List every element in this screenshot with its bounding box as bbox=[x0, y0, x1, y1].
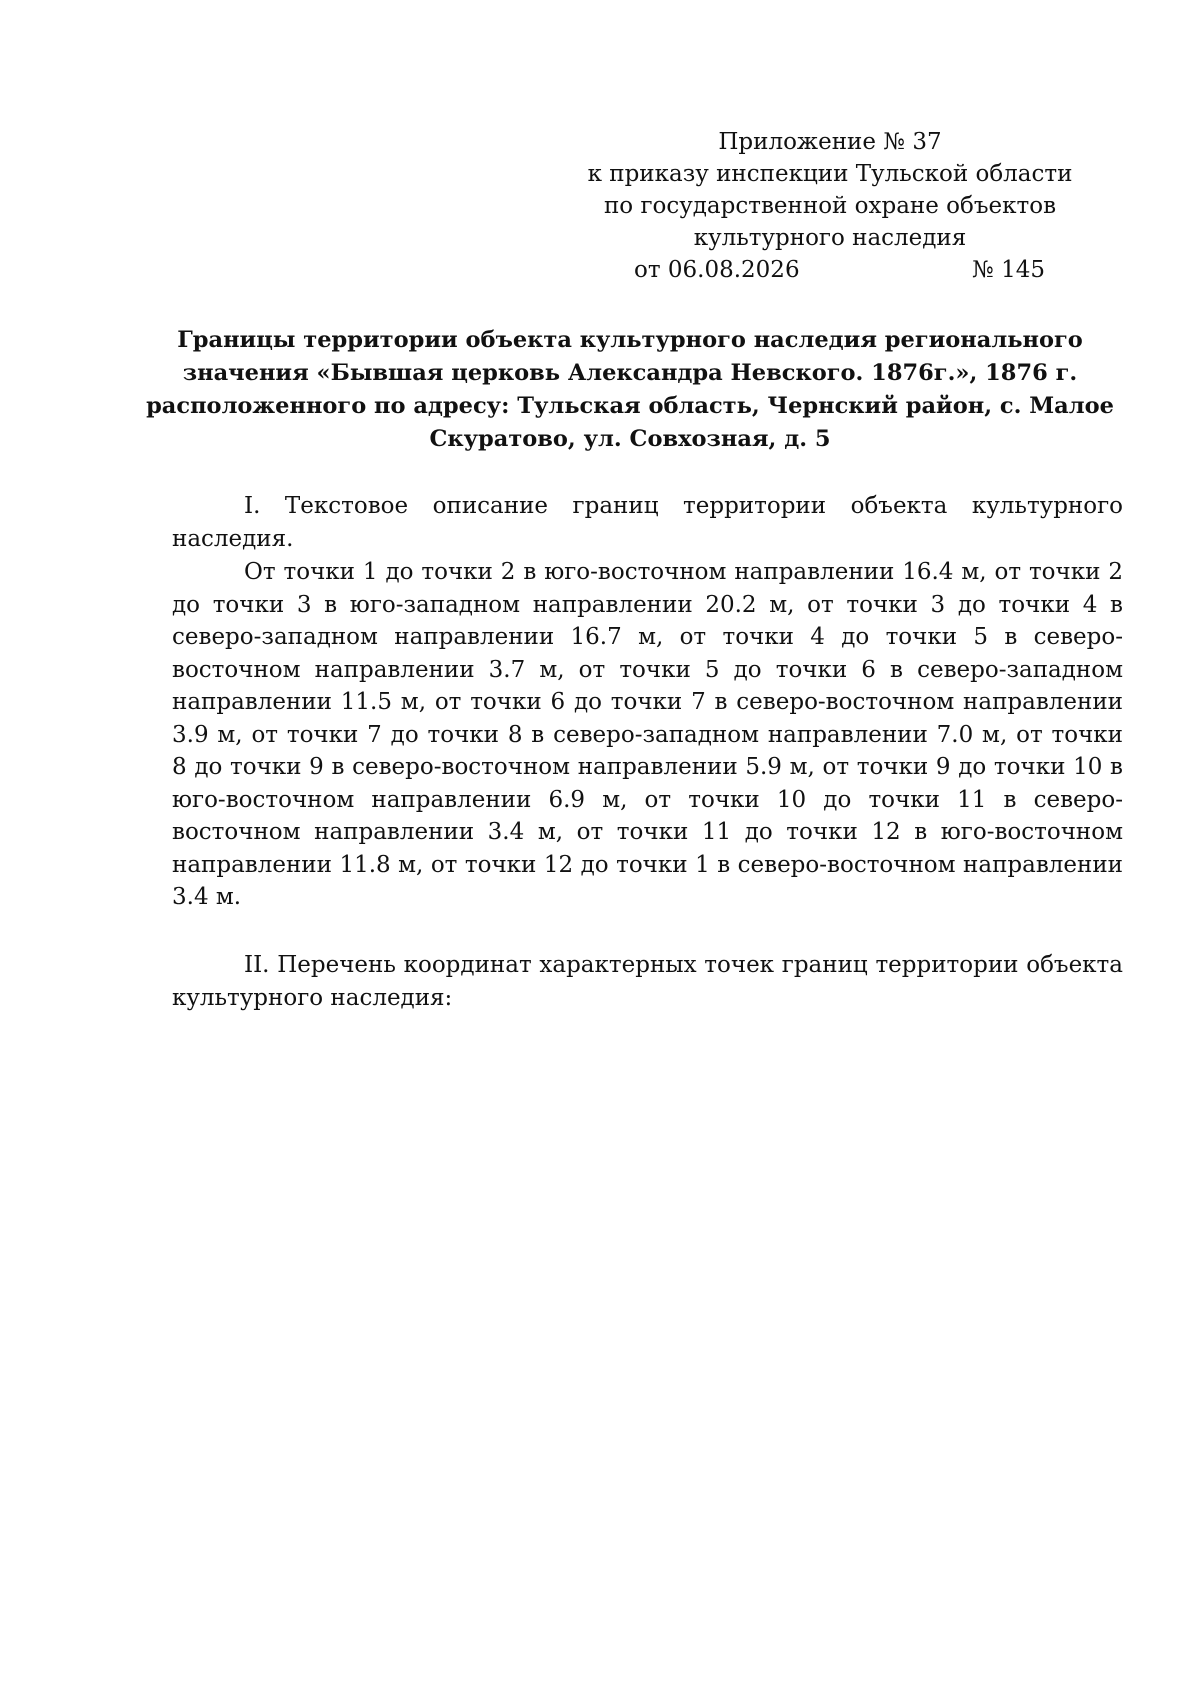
section-2-heading-block bbox=[172, 949, 1123, 1014]
annex-number: Приложение № 37 bbox=[718, 129, 942, 155]
annex-date-row bbox=[560, 254, 1100, 286]
section-1-heading-block bbox=[172, 490, 1123, 555]
annex-authority-line: по государственной охране объектов bbox=[603, 193, 1057, 219]
annex-order-line: к приказу инспекции Тульской области bbox=[587, 161, 1073, 187]
boundary-description-block bbox=[172, 556, 1123, 914]
annex-header bbox=[560, 126, 1100, 286]
title-line-2: значения «Бывшая церковь Александра Невского. 1876г.», 1876 г. bbox=[182, 360, 1078, 386]
section-1-heading: I. Текстовое описание границ территории объекта культурного наследия. bbox=[172, 493, 1123, 552]
document-title bbox=[140, 324, 1120, 456]
boundary-description: От точки 1 до точки 2 в юго-восточном направлении 16.4 м, от точки 2 до точки 3 в юго-западном направлении 20.2 м, от точки 3 до точки 4 в северо-западном направлении 16.7 м, от точки 4 до точки 5 в северо-восточном направлении 3.7 м, от точки 5 до точки 6 в северо-западном направлении 11.5 м, от точки 6 до точки 7 в северо-восточном направлении 3.9 м, от точки 7 до точки 8 в северо-западном направлении 7.0 м, от точки 8 до точки 9 в северо-восточном направлении 5.9 м, от точки 9 до точки 10 в юго-восточном направлении 6.9 м, от точки 10 до точки 11 в северо-восточном направлении 3.4 м, от точки 11 до точки 12 в юго-восточном направлении 11.8 м, от точки 12 до точки 1 в северо-восточном направлении 3.4 м. bbox=[172, 559, 1123, 910]
section-2-heading: II. Перечень координат характерных точек границ территории объекта культурного наследия: bbox=[172, 952, 1123, 1011]
order-number: № 145 bbox=[972, 257, 1045, 283]
title-line-3: расположенного по адресу: Тульская область, Чернский район, с. Малое bbox=[146, 393, 1114, 419]
title-line-1: Границы территории объекта культурного наследия регионального bbox=[177, 327, 1083, 353]
title-line-4: Скуратово, ул. Совхозная, д. 5 bbox=[429, 426, 831, 452]
order-date: от 06.08.2026 bbox=[634, 257, 800, 283]
annex-heritage-line: культурного наследия bbox=[693, 225, 967, 251]
